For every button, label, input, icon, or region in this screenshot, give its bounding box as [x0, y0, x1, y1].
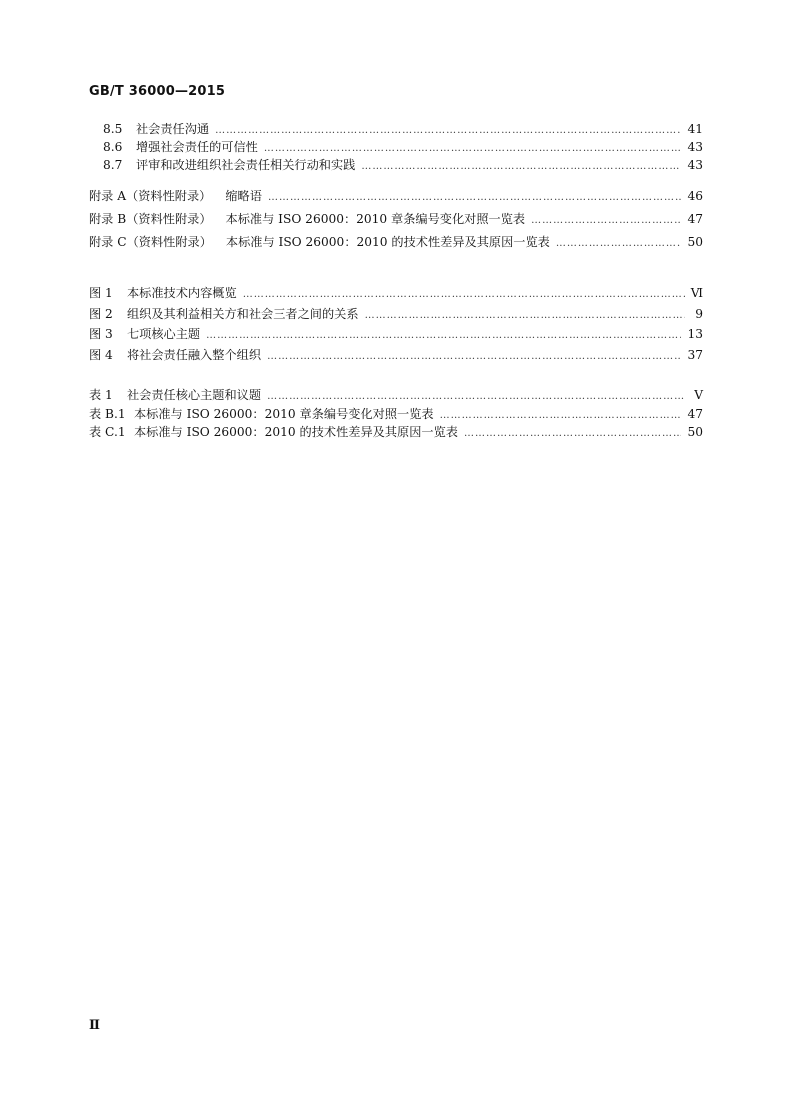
figure-number: 图 3: [89, 327, 113, 341]
toc-entry[interactable]: [89, 386, 703, 405]
toc-sections: [89, 120, 703, 174]
entry-page: 13: [687, 327, 703, 341]
entry-number: 8.5: [103, 122, 123, 136]
toc-entry[interactable]: [89, 138, 703, 156]
entry-page: 43: [687, 158, 703, 172]
entry-title: 社会责任沟通: [136, 122, 210, 136]
entry-title: 本标准与 ISO 26000：2010 的技术性差异及其原因一览表: [134, 425, 458, 439]
figure-number: 图 1: [89, 286, 113, 300]
entry-page: 41: [687, 122, 703, 136]
toc-entry[interactable]: [89, 405, 703, 424]
toc-entry[interactable]: [89, 185, 703, 208]
toc-tables: [89, 386, 703, 442]
entry-title: 本标准技术内容概览: [127, 286, 237, 300]
toc-figures: [89, 283, 703, 365]
dot-leader: [267, 347, 681, 368]
entry-title: 本标准与 ISO 26000：2010 章条编号变化对照一览表: [134, 406, 434, 421]
entry-title: 评审和改进组织社会责任相关行动和实践: [136, 158, 356, 172]
toc-entry[interactable]: [89, 324, 703, 345]
entry-page: Ⅵ: [690, 286, 703, 300]
entry-page: 46: [687, 189, 703, 203]
entry-title: 本标准与 ISO 26000：2010 章条编号变化对照一览表: [225, 212, 526, 226]
entry-page: 47: [687, 406, 703, 421]
dot-leader: [365, 306, 685, 327]
table-number: 表 1: [89, 388, 113, 402]
toc-entry[interactable]: [89, 231, 703, 254]
page-number: Ⅱ: [89, 1018, 100, 1033]
document-header: [89, 84, 225, 99]
figure-number: 图 4: [89, 347, 113, 362]
entry-title: 组织及其利益相关方和社会三者之间的关系: [127, 306, 359, 321]
entry-page: 50: [687, 235, 703, 249]
appendix-label: 附录 B（资料性附录）: [89, 212, 212, 226]
entry-title: 缩略语: [225, 189, 262, 203]
toc-entry[interactable]: [89, 304, 703, 325]
toc-entry[interactable]: [89, 423, 703, 442]
toc-appendices: [89, 185, 703, 254]
entry-page: 9: [695, 306, 703, 321]
entry-page: 43: [687, 140, 703, 154]
toc-entry[interactable]: [89, 156, 703, 174]
entry-page: 47: [687, 212, 703, 226]
dot-leader: [206, 326, 681, 347]
dot-leader: [464, 425, 682, 444]
dot-leader: [361, 158, 681, 176]
standard-code: GB/T 36000—2015: [89, 84, 226, 99]
entry-number: 8.7: [103, 158, 123, 172]
entry-page: 50: [687, 425, 703, 439]
appendix-label: 附录 A（资料性附录）: [89, 189, 212, 203]
figure-number: 图 2: [89, 306, 113, 321]
entry-title: 本标准与 ISO 26000：2010 的技术性差异及其原因一览表: [225, 235, 550, 249]
dot-leader: [243, 285, 685, 306]
table-number: 表 B.1: [89, 406, 126, 421]
entry-title: 将社会责任融入整个组织: [127, 347, 262, 362]
entry-title: 增强社会责任的可信性: [136, 140, 258, 154]
dot-leader: [531, 209, 681, 232]
dot-leader: [268, 186, 682, 209]
toc-entry[interactable]: [89, 283, 703, 304]
appendix-label: 附录 C（资料性附录）: [89, 235, 212, 249]
table-number: 表 C.1: [89, 425, 126, 439]
dot-leader: [556, 232, 682, 255]
entry-title: 七项核心主题: [127, 327, 201, 341]
entry-title: 社会责任核心主题和议题: [127, 388, 262, 402]
toc-entry[interactable]: [89, 345, 703, 366]
entry-page: Ⅴ: [694, 388, 703, 402]
entry-page: 37: [687, 347, 703, 362]
toc-entry[interactable]: [89, 120, 703, 138]
entry-number: 8.6: [103, 140, 123, 154]
toc-entry[interactable]: [89, 208, 703, 231]
